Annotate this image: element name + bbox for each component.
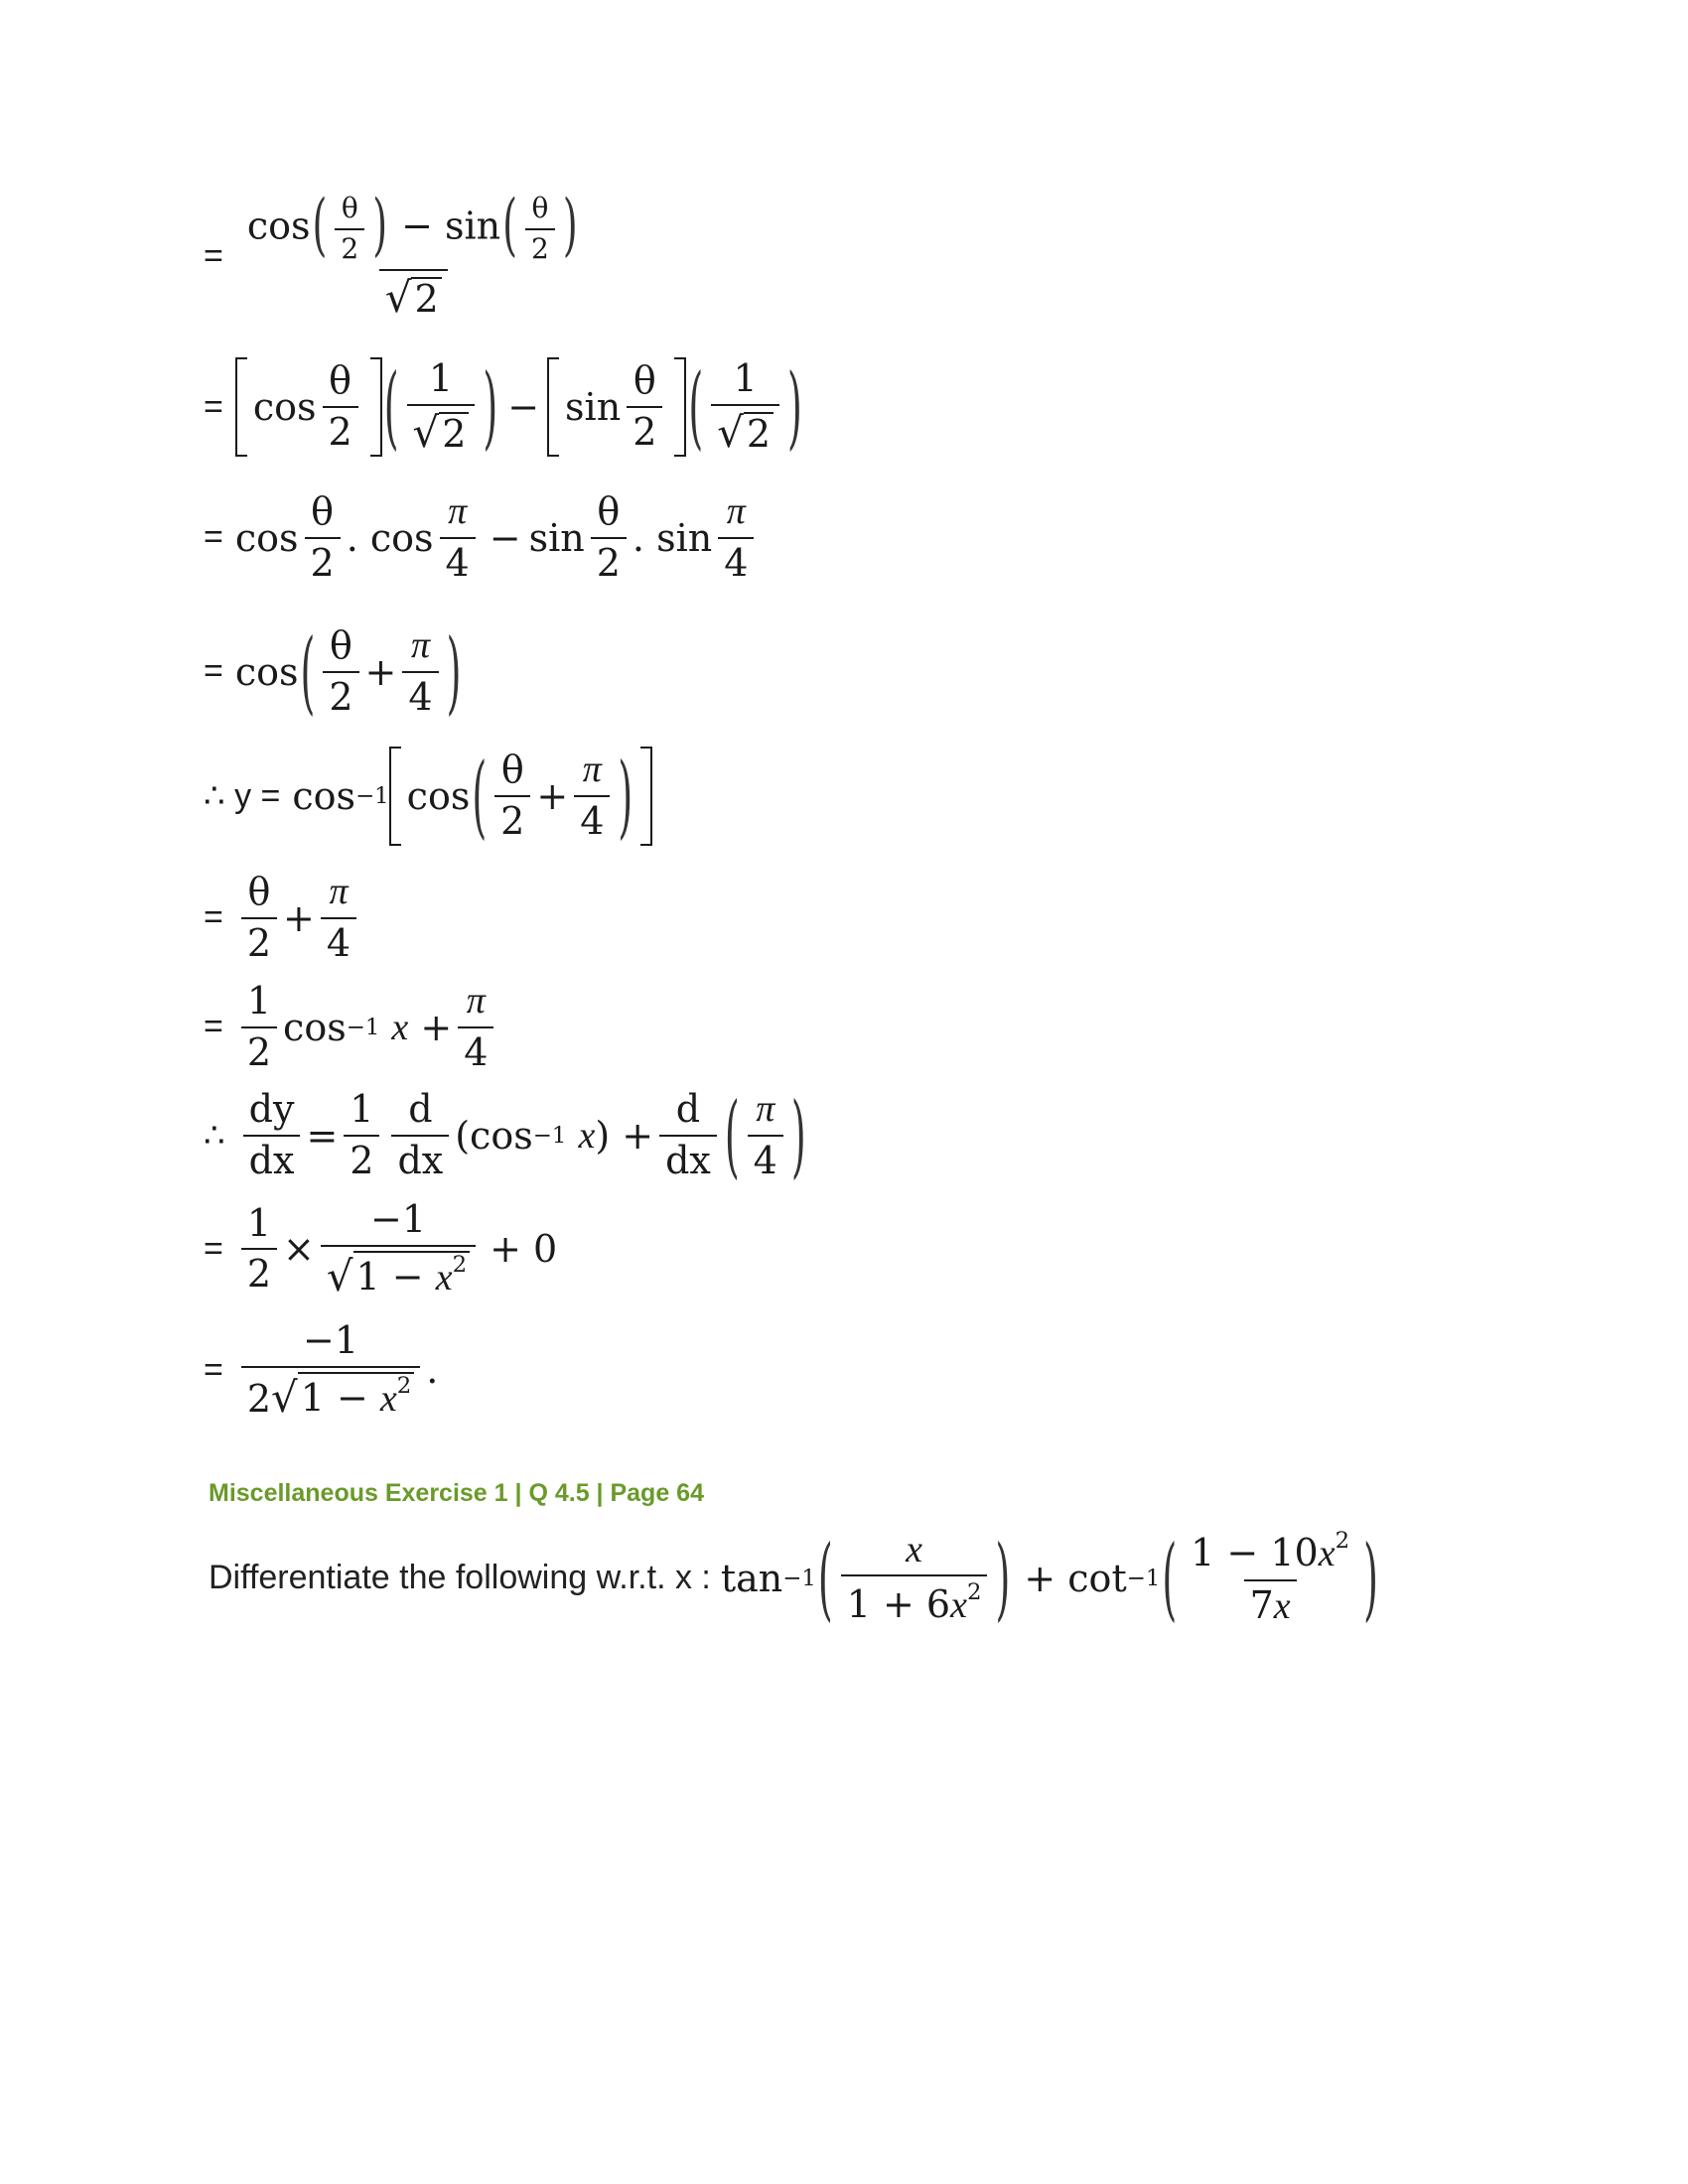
equals-sign: = bbox=[204, 898, 223, 937]
step-10: = −1 2 √ $1 - x^2$ . bbox=[204, 1318, 439, 1422]
question-text: Differentiate the following w.r.t. x : bbox=[209, 1559, 711, 1597]
step-1 bbox=[204, 185, 592, 322]
equals-sign: = bbox=[204, 652, 223, 691]
therefore-y: ∴ y = bbox=[204, 777, 281, 815]
step-8: ∴ $\frac{dy}{dx}$ = $\frac{1}{2}$ $\frac{d}{dx}$ (cos −1 x ) + $\frac{d}{dx}$ ( $\frac{\pi}{4}$ ) bbox=[204, 1082, 806, 1188]
equals-sign: = bbox=[204, 1008, 223, 1046]
equals-sign: = bbox=[204, 1229, 223, 1268]
step-2: = cos $\frac{\theta}{2}$ ( 1 √ 2 ) − sin $\frac{\theta}{2}$ ( 1 √ 2 ) bbox=[204, 354, 802, 460]
step-9: = $\frac{1}{2}$ × −1 √ $1 - x^2$ + 0 bbox=[204, 1197, 558, 1300]
equals-sign: = bbox=[204, 237, 223, 276]
equals-sign: = bbox=[204, 1350, 223, 1389]
step-7: = $\frac{1}{2}$ cos −1 x + $\frac{\pi}{4}$ bbox=[204, 981, 499, 1074]
question bbox=[209, 1526, 1380, 1631]
question-expression: tan −1 ( $\frac{x}{1 + 6x^2}$ ) + cot −1 ( $\frac{1 - 10x^2}{7x}$ ) bbox=[720, 1526, 1378, 1631]
therefore: ∴ bbox=[204, 1116, 225, 1155]
equals-sign: = bbox=[204, 387, 223, 426]
step-3: = cos $\frac{\theta}{2}$ . cos $\frac{\pi}{4}$ − sin $\frac{\theta}{2}$ . sin $\frac{\pi}{4}$ bbox=[204, 491, 760, 585]
exercise-reference: Miscellaneous Exercise 1 | Q 4.5 | Page 64 bbox=[209, 1479, 704, 1507]
step-6: = $\frac{\theta}{2}$ + $\frac{\pi}{4}$ bbox=[204, 872, 362, 965]
step-4: = cos ( $\frac{\theta}{2}$ + $\frac{\pi}{4}$ ) bbox=[204, 618, 462, 725]
step-5: ∴ y = cos −1 cos ( $\frac{\theta}{2}$ + $\frac{\pi}{4}$ ) bbox=[204, 747, 652, 846]
equals-sign: = bbox=[204, 518, 223, 557]
fraction: cos( $\frac{\theta}{2}$ ) − sin( $\frac{\theta}{2}$ ) √ 2 bbox=[246, 185, 578, 322]
